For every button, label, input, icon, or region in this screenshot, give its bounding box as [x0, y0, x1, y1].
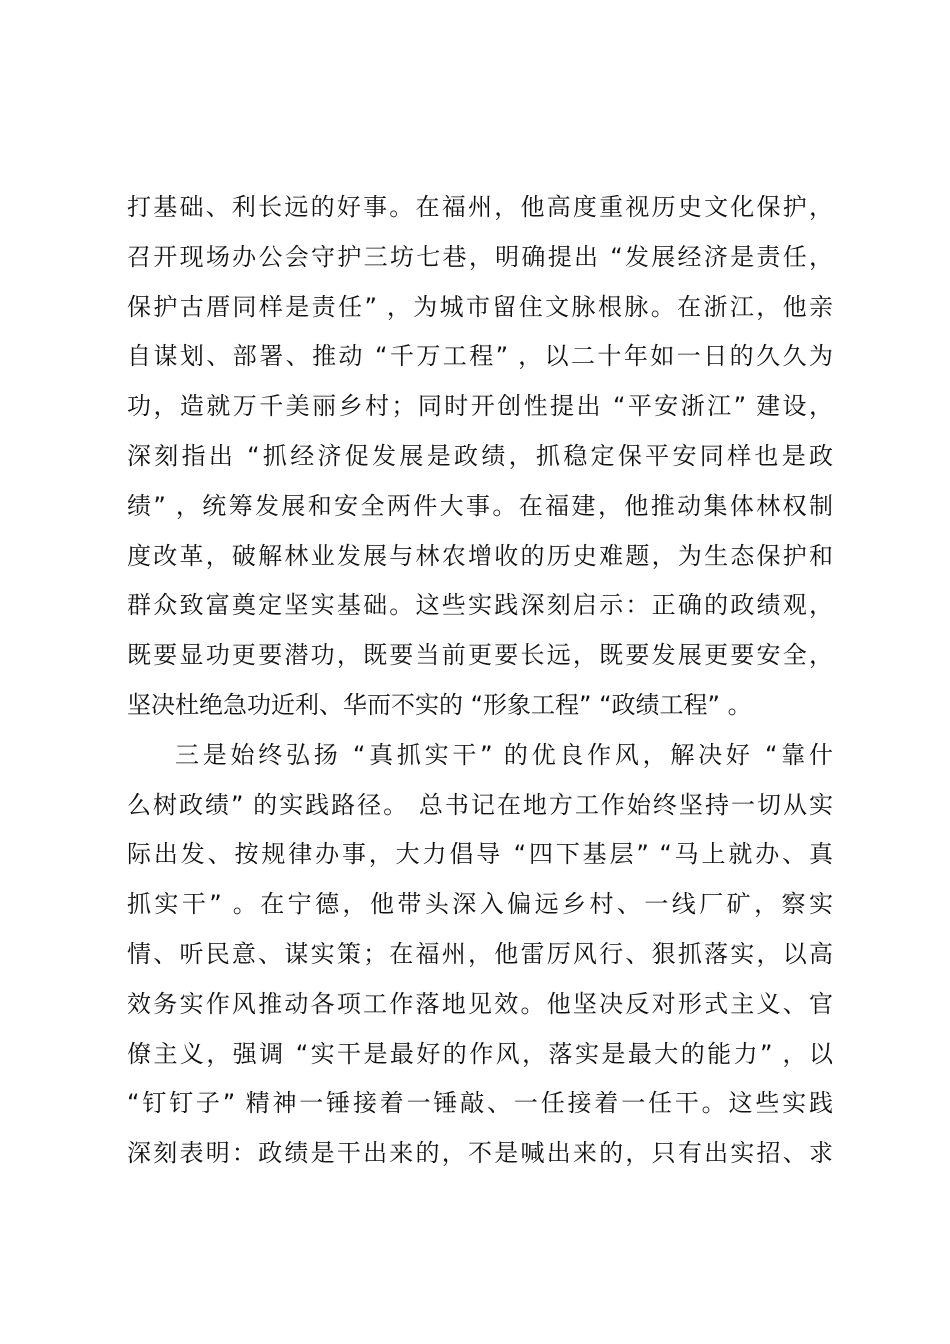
paragraph-2	[127, 731, 833, 1179]
text-line: 么树政绩” 的实践路径。 总书记在地方工作始终坚持一切从实	[127, 790, 833, 819]
text-line: 深刻表明：政绩是干出来的，不是喊出来的，只有出实招、求	[127, 1139, 833, 1168]
text-line: 保护古厝同样是责任” ，为城市留住文脉根脉。在浙江，他亲	[127, 292, 833, 321]
paragraph-1	[127, 183, 833, 731]
text-line: 效务实作风推动各项工作落地见效。他坚决反对形式主义、官	[127, 989, 833, 1018]
text-line: 自谋划、部署、推动 “千万工程” ，以二十年如一日的久久为	[127, 342, 833, 371]
text-line: 度改革，破解林业发展与林农增收的历史难题，为生态保护和	[127, 541, 833, 570]
text-line: 功，造就万千美丽乡村；同时开创性提出 “平安浙江” 建设，	[127, 392, 833, 421]
text-line: 绩” ，统筹发展和安全两件大事。在福建，他推动集体林权制	[127, 491, 833, 520]
text-line: 深刻指出 “抓经济促发展是政绩，抓稳定保平安同样也是政	[127, 441, 833, 470]
text-line-indented: 三是始终弘扬 “真抓实干” 的优良作风，解决好 “靠什	[175, 740, 833, 769]
text-line: 抓实干” 。在宁德，他带头深入偏远乡村、一线厂矿，察实	[127, 890, 833, 919]
text-line: 僚主义，强调 “实干是最好的作风，落实是最大的能力” ，以	[127, 1039, 833, 1068]
text-line: 际出发、按规律办事，大力倡导 “四下基层” “马上就办、真	[127, 840, 833, 869]
text-line: 情、听民意、谋实策；在福州，他雷厉风行、狠抓落实，以高	[127, 939, 833, 968]
text-line: 坚决杜绝急功近利、华而不实的 “形象工程” “政绩工程” 。	[127, 690, 752, 719]
text-line: 群众致富奠定坚实基础。这些实践深刻启示：正确的政绩观，	[127, 591, 833, 620]
text-line: 既要显功更要潜功，既要当前更要长远，既要发展更要安全，	[127, 641, 833, 670]
text-line: “钉钉子” 精神一锤接着一锤敲、一任接着一任干。这些实践	[127, 1089, 833, 1118]
text-line: 召开现场办公会守护三坊七巷，明确提出 “发展经济是责任，	[127, 242, 833, 271]
text-line: 打基础、利长远的好事。在福州，他高度重视历史文化保护，	[127, 193, 833, 221]
document-page	[127, 183, 833, 1179]
